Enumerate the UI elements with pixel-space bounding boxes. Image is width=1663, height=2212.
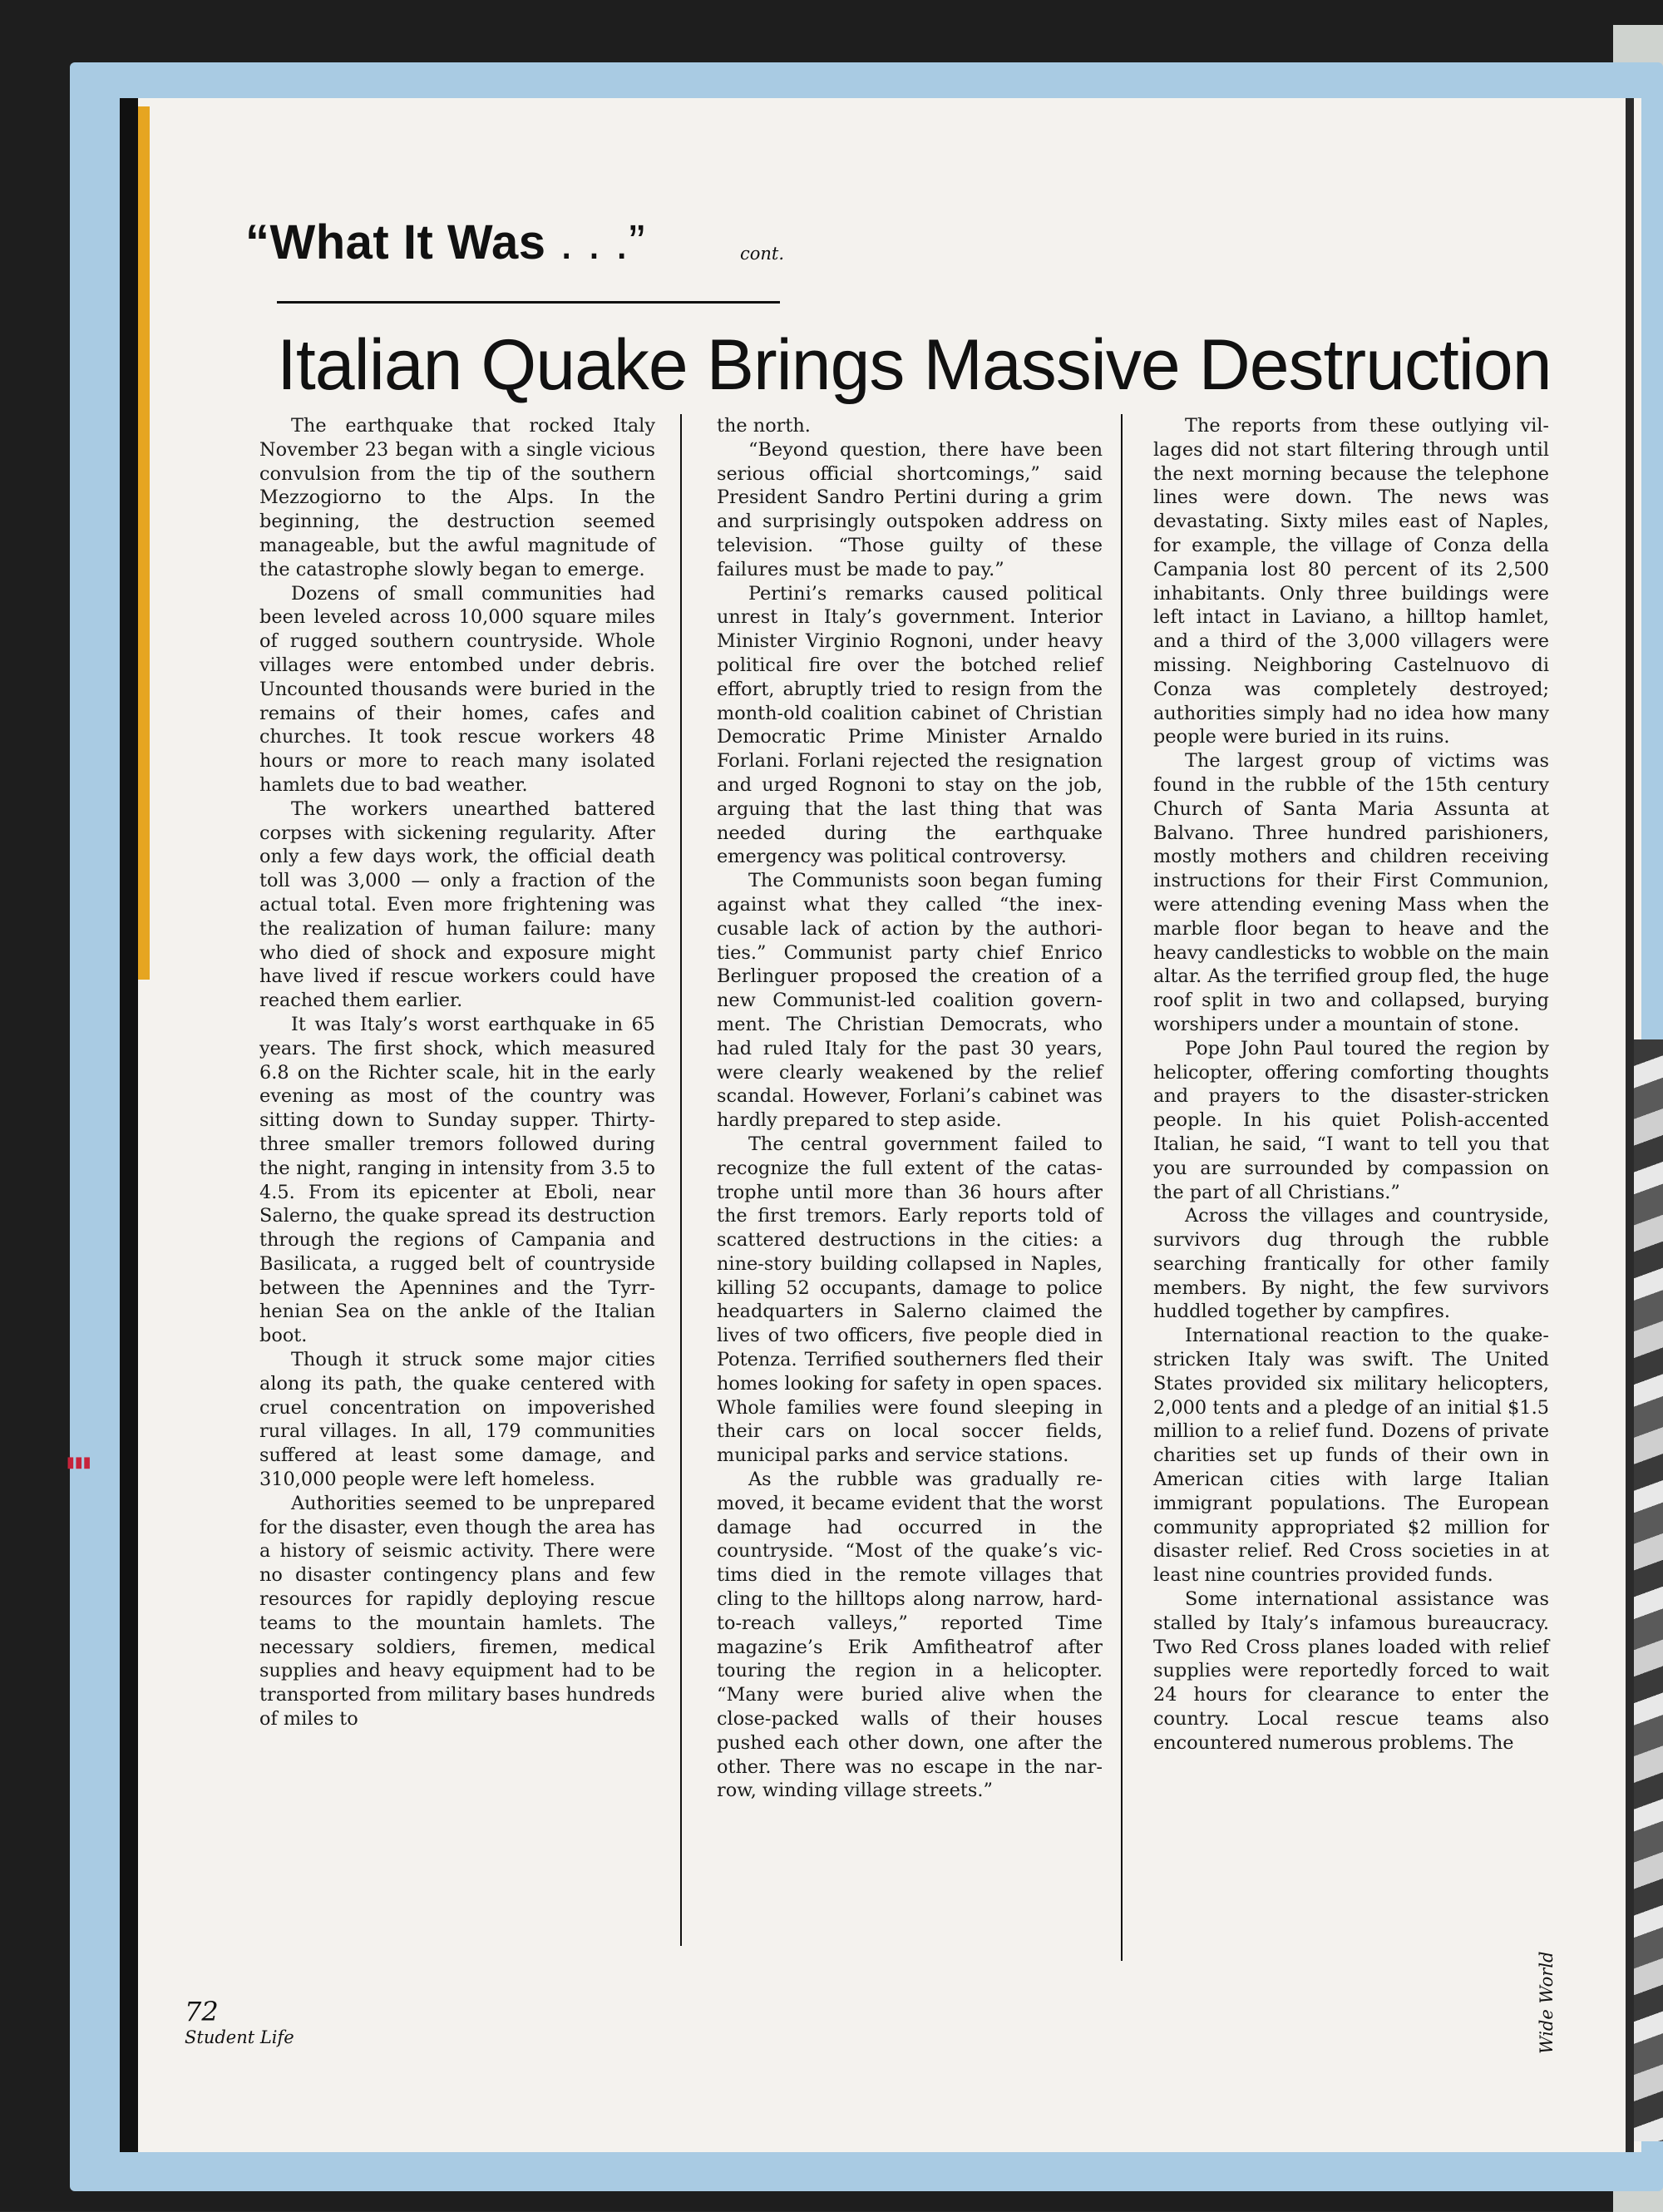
column-divider — [1121, 414, 1123, 1961]
paragraph: As the rubble was gradually removed, it became evident that the worst damage had occurred in the countryside. “Most of the quake’s victims died in the remote villages that cling to the hilltops along narrow, hard-to-reach valleys,” reported Time magazine’s Erik Amfitheatrof after touring the region in a helicopter. “Many were buried alive when the close-packed walls of their houses pushed each other down, one after the other. There was no escape in the narrow, winding village streets.” — [717, 1469, 1103, 1802]
paragraph: The Communists soon began fuming against what they called “the inexcusable lack of action by the authorities.” Communist party chief Enrico Berlinguer proposed the creation of a new Communist-led coalition government. The Christian Democrats, who had ruled Italy for the past 30 years, were clearly weakened by the relief scandal. However, Forlani’s cabinet was hardly prepared to step aside. — [717, 870, 1103, 1132]
photo-credit: Wide World — [1537, 1951, 1557, 2054]
kicker-cont: cont. — [740, 244, 785, 264]
paragraph: Pope John Paul toured the region by helicopter, offering comforting thoughts and prayers to the disaster-stricken people. In his quiet Polish-accented Italian, he said, “I want to tell you that you are surrounded by compassion on the part of all Christians.” — [1153, 1037, 1549, 1203]
paragraph: International reaction to the quake-stricken Italy was swift. The United States provided six military helicopters, 2,000 tents and a pledge of an initial $1.5 million to a relief fund. Dozens of private charities set up funds of their own in American cities with large Italian immigrant populations. The European community appropriated $2 million for disaster relief. Red Cross societies in at least nine countries provided funds. — [1153, 1325, 1549, 1587]
paragraph: Authorities seemed to be unprepared for the disaster, even though the area has a history of seismic activity. There were no disaster contingency plans and few resources for rapidly deploying rescue teams to the mountain hamlets. The necessary soldiers, firemen, medical supplies and heavy equipment had to be transported from military bases hundreds of miles to — [259, 1492, 655, 1731]
title-rule — [277, 301, 780, 304]
paragraph: The reports from these outlying villages did not start filtering through until the next morning because the telephone lines were down. The news was devastating. Sixty miles east of Naples, for example, the village of Conza della Campania lost 80 percent of its 2,500 inhabitants. Only three buildings were left intact in Laviano, a hilltop hamlet, and a third of the 3,000 villagers were missing. Neighboring Castelnuovo di Conza was completely destroyed; authorities simply had no idea how many people were buried in its ruins. — [1153, 415, 1549, 748]
photo-edge — [1634, 1039, 1663, 2141]
paragraph: Though it struck some major cities along its path, the quake centered with cruel concentration on impoverished rural villages. In all, 179 communities suffered at least some damage, and 310,000 people were left homeless. — [259, 1349, 655, 1491]
accent-strip — [138, 106, 150, 980]
paragraph: The largest group of victims was found in the rubble of the 15th century Church of Santa Maria Assunta at Balvano. Three hundred parishioners, mostly mothers and children receiving instructions for their First Communion, were attending evening Mass when the marble floor began to heave and the heavy candlesticks to wobble on the main altar. As the terrified group fled, the huge roof split in two and collapsed, burying worshipers under a mountain of stone. — [1153, 750, 1549, 1035]
headline: Italian Quake Brings Massive Destruction — [277, 325, 1552, 405]
column-divider — [680, 414, 682, 1946]
paragraph: Dozens of small communities had been leveled across 10,000 square miles of rugged southern countryside. Whole villages were entombed under debris. Uncounted thousands were buried in the remains of their homes, cafes and churches. It took rescue workers 48 hours or more to reach many isolated hamlets due to bad weather. — [259, 582, 655, 796]
page-edge — [1626, 98, 1634, 2152]
paragraph: Across the villages and countryside, survivors dug through the rubble searching frantically for other family members. By night, the few survivors huddled together by campfires. — [1153, 1205, 1549, 1323]
paragraph: “Beyond question, there have been serious official shortcomings,” said President Sandro Pertini during a grim and surprisingly outspoken address on television. “Those guilty of these failures must be made to pay.” — [717, 438, 1103, 580]
article-column-2 — [717, 414, 1103, 1803]
paragraph: The earthquake that rocked Italy November 23 began with a single vicious convulsion from the tip of the southern Mezzogiorno to the Alps. In the beginning, the destruction seemed manageable, but the awful magnitude of the catastrophe slowly began to emerge. — [259, 415, 655, 580]
paragraph: the north. — [717, 415, 811, 437]
section-name: Student Life — [185, 2027, 294, 2047]
sticky-tab: ▮▮▮ — [67, 1454, 91, 1471]
paragraph: Some international assistance was stalled by Italy’s infamous bureaucracy. Two Red Cross planes loaded with relief supplies were reportedly forced to wait 24 hours for clearance to enter the country. Local rescue teams also encountered numerous problems. The — [1153, 1588, 1549, 1754]
article-column-3 — [1153, 414, 1549, 1755]
paragraph: The workers unearthed battered corpses with sickening regularity. After only a few days work, the official death toll was 3,000 — only a fraction of the actual total. Even more frightening was the realization of human failure: many who died of shock and exposure might have lived if rescue workers could have reached them earlier. — [259, 797, 655, 1012]
paragraph: The central government failed to recognize the full extent of the catastrophe until more than 36 hours after the first tremors. Early reports told of scattered destructions in the cities: a nine-story building collapsed in Naples, killing 52 occupants, damage to police headquarters in Salerno claimed the lives of two officers, five people died in Potenza. Terrified southerners fled their homes looking for safety in open spaces. Whole families were found sleeping in their cars on local soccer fields, municipal parks and service stations. — [717, 1133, 1103, 1467]
kicker-title: “What It Was . . .” — [245, 215, 646, 269]
paragraph: It was Italy’s worst earthquake in 65 years. The first shock, which measured 6.8 on the Richter scale, hit in the early evening as most of the country was sitting down to Sunday supper. Thirty-three smaller tremors followed during the night, ranging in intensity from 3.5 to 4.5. From its epicenter at Eboli, near Salerno, the quake spread its destruction through the regions of Campania and Basilicata, a rugged belt of countryside between the Apennines and the Tyrrhenian Sea on the ankle of the Italian boot. — [259, 1013, 655, 1347]
page-number: 72 — [185, 1996, 219, 2027]
paragraph: Pertini’s remarks caused political unrest in Italy’s government. Interior Minister Virginio Rognoni, under heavy political fire over the botched relief effort, abruptly tried to resign from the month-old coalition cabinet of Christian Democratic Prime Minister Arnaldo Forlani. Forlani rejected the resignation and urged Rognoni to stay on the job, arguing that the last thing that was needed during the earthquake emergency was political controversy. — [717, 582, 1103, 868]
article-column-1 — [259, 414, 655, 1731]
page-gutter — [120, 98, 138, 2152]
